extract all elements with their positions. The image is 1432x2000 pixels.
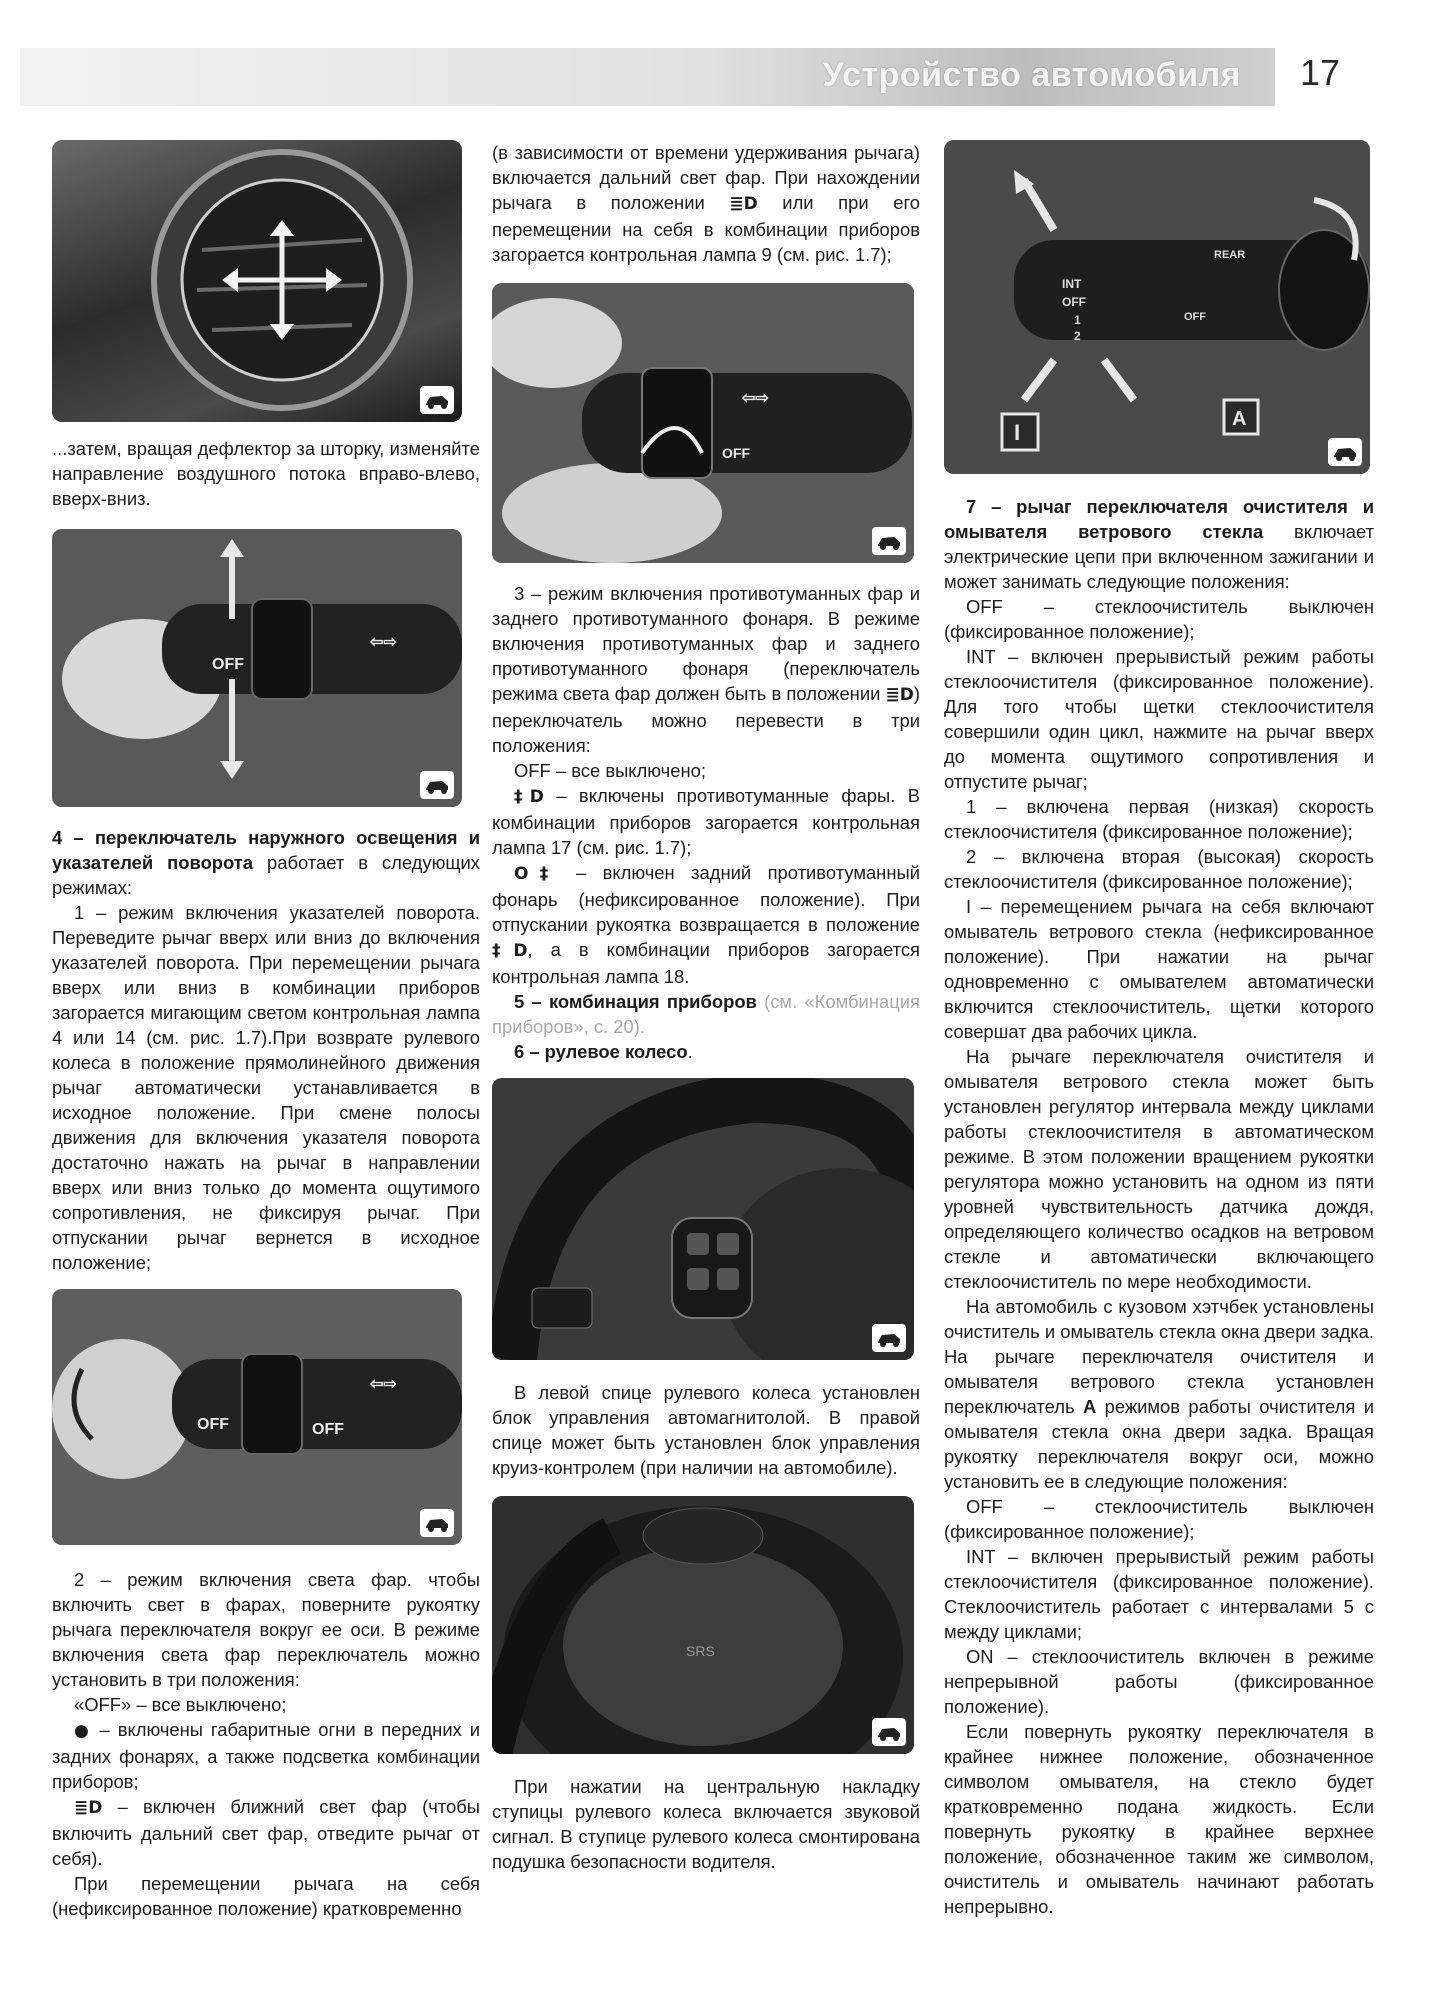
car-logo-icon — [872, 1718, 906, 1746]
paragraph-vent: ...затем, вращая дефлектор за шторку, изменяйте направление воздушного потока вправо-влево, вверх-вниз. — [52, 438, 480, 509]
heading-switch-4: 4 – переключатель наружного освещения и указателей поворота — [52, 827, 480, 873]
low-beam-icon: ≣D — [885, 685, 914, 705]
paragraph-instrument-cluster: 5 – комбинация приборов (см. «Комбинация приборов», с. 20). — [492, 991, 920, 1037]
low-beam-icon: ≣D — [74, 1798, 103, 1818]
wiper-int-label: INT — [1062, 277, 1082, 291]
paragraph-high-beam: (в зависимости от времени удерживания рычага) включается дальний свет фар. При нахождении рычага в положении ≣D или при его перемещении на себя в комбинации приборов загорается контрольная лампа 9 (см. рис. 1.7); — [492, 142, 921, 265]
front-fog-icon: ‡D — [492, 941, 528, 961]
paragraph-rear-fog: O‡ – включен задний противотуманный фонарь (нефиксированное положение). При отпускании рукоятка возвращается в положение ‡D, а в комбинации приборов загорается контрольная лампа 18. — [492, 862, 920, 987]
car-logo-icon — [420, 771, 454, 799]
label-i: I — [1014, 420, 1021, 445]
paragraph-rain-sensor: На рычаге переключателя очистителя и омывателя ветрового стекла может быть установлен регулятор интервала между циклами работы стеклоочистителя в автоматическом режиме. В этом положении вращением рукоятки регулятора можно установить на одном из пяти уровней чувствительность датчика дождя, определяющего количество осадков на ветровом стекле и автоматически включающего стеклоочиститель по мере необходимости. — [944, 1046, 1374, 1292]
paragraph-fog-mode: 3 – режим включения противотуманных фар и заднего противотуманного фонаря. В режиме включения противотуманных фар и заднего противотуманного фонаря (переключатель режима света фар должен быть в положении ≣D) переключатель можно перевести в три положения: — [492, 583, 920, 756]
section-title: Устройство автомобиля — [822, 56, 1241, 94]
paragraph-front-fog: ‡D – включены противотуманные фары. В комбинации приборов загорается контрольная лампа 17 (см. рис. 1.7); — [492, 785, 920, 858]
paragraph-switch-4: 4 – переключатель наружного освещения и указателей поворота работает в следующих режимах: — [52, 827, 480, 898]
photo-steering-wheel-controls — [492, 1078, 914, 1360]
page-header — [20, 48, 1275, 106]
rear-fog-icon: O‡ — [514, 864, 560, 884]
svg-text:⇦⇨: ⇦⇨ — [742, 390, 769, 407]
off-label: OFF — [212, 656, 244, 673]
paragraph-spokes: В левой спице рулевого колеса установлен блок управления автомагнитолой. В правой спице может быть установлен блок управления круиз-контролем (при наличии на автомобиле). — [492, 1382, 920, 1478]
heading-wiper-7: 7 – рычаг переключателя очистителя и омывателя ветрового стекла — [944, 496, 1374, 542]
srs-label: SRS — [686, 1643, 715, 1659]
column-right — [944, 140, 1374, 1919]
paragraph-rear-on: ON – стеклоочиститель включен в режиме непрерывной работы (фиксированное положение). — [944, 1646, 1374, 1717]
photo-wiper-switch — [944, 140, 1370, 474]
high-beam-icon: ≣D — [729, 194, 758, 214]
paragraph-wiper-2: 2 – включена вторая (высокая) скорость стеклоочистителя (фиксированное положение); — [944, 846, 1374, 892]
paragraph-off: «OFF» – все выключено; — [74, 1694, 287, 1715]
photo-light-switch-rotate — [52, 1289, 462, 1545]
off-label: OFF — [312, 1421, 344, 1438]
paragraph-washer-i: I – перемещением рычага на себя включают омыватель ветрового стекла (нефиксированное положение). При нажатии на рычаг одновременно с омывателем автоматически включится стеклоочиститель, щетки которого совершат два рабочих цикла. — [944, 896, 1374, 1042]
car-logo-icon — [1328, 438, 1362, 466]
paragraph-parking-lights: ● – включены габаритные огни в передних и задних фонарях, а также подсветка комбинации приборов; — [52, 1719, 480, 1792]
wiper-speed-1-label: 1 — [1074, 313, 1081, 327]
label-a: A — [1232, 408, 1247, 430]
paragraph-wiper-int: INT – включен прерывистый режим работы стеклоочистителя (фиксированное положение). Для того чтобы щетки стеклоочистителя совершили один цикл, нажмите на рычаг вверх до момента ощутимого сопротивления и отпустите рычаг; — [944, 646, 1374, 792]
paragraph-headlight-mode: 2 – режим включения света фар. чтобы включить свет в фарах, поверните рукоятку рычага переключателя вокруг ее оси. В режиме включения света фар переключатель можно установить в три положения: — [52, 1569, 480, 1690]
parking-light-dot-icon: ● — [74, 1721, 92, 1741]
paragraph-horn: При нажатии на центральную накладку ступицы рулевого колеса включается звуковой сигнал. В ступице рулевого колеса смонтирована подушка безопасности водителя. — [492, 1776, 920, 1872]
car-logo-icon — [872, 527, 906, 555]
paragraph-steering-wheel: 6 – рулевое колесо. — [514, 1041, 693, 1062]
car-logo-icon — [420, 386, 454, 414]
paragraph-rear-washer: Если повернуть рукоятку переключателя в крайнее нижнее положение, обозначенное символом омывателя, на стекло будет кратковременно подана жидкость. Если повернуть рукоятку в крайнее верхнее положение, обозначенное таким же символом, очиститель и омыватель начинают работать непрерывно. — [944, 1721, 1374, 1917]
paragraph-low-beam: ≣D – включен ближний свет фар (чтобы включить дальний свет фар, отведите рычаг от себя). — [52, 1796, 480, 1869]
paragraph-turn-mode: 1 – режим включения указателей поворота. Переведите рычаг вверх или вниз до включения указателей поворота. При перемещении рычага вверх или вниз в комбинации приборов загорается мигающим светом контрольная лампа 4 или 14 (см. рис. 1.7).При возврате рулевого колеса в положение прямолинейного движения рычаг автоматически устанавливается в исходное положение. При смене полосы движения для включения указателя поворота достаточно нажать на рычаг в направлении вверх или вниз только до момента ощутимого сопротивления, не фиксируя рычаг. При отпускании рычаг вернется в исходное положение; — [52, 902, 480, 1273]
photo-air-vent — [52, 140, 462, 422]
paragraph-hatchback: На автомобиль с кузовом хэтчбек установлены очиститель и омыватель стекла окна двери задка. На рычаге переключателя очистителя и омывателя ветрового стекла установлен переключатель А режимов работы очистителя и омывателя стекла окна двери задка. Вращая рукоятку переключателя вокруг оси, можно установить ее в следующие положения: — [944, 1296, 1374, 1492]
paragraph-fog-off: OFF – все выключено; — [514, 760, 706, 781]
off-label: OFF — [197, 1416, 229, 1433]
cross-reference-link: (см. «Комбинация приборов», с. 20). — [492, 991, 920, 1037]
paragraph-wiper-1: 1 – включена первая (низкая) скорость стеклоочистителя (фиксированное положение); — [944, 796, 1374, 842]
column-left — [52, 140, 480, 1921]
wiper-off-label: OFF — [1062, 295, 1086, 309]
rear-off-label: OFF — [1184, 311, 1206, 323]
car-logo-icon — [420, 1509, 454, 1537]
column-middle — [492, 140, 920, 1874]
car-logo-icon — [872, 1324, 906, 1352]
photo-steering-hub — [492, 1496, 914, 1754]
paragraph-wiper-7: 7 – рычаг переключателя очистителя и омывателя ветрового стекла включает электрические цепи при включенном зажигании и может занимать следующие положения: — [944, 496, 1374, 592]
paragraph-wiper-off: OFF – стеклоочиститель выключен (фиксированное положение); — [944, 596, 1374, 642]
paragraph-rear-off: OFF – стеклоочиститель выключен (фиксированное положение); — [944, 1496, 1374, 1542]
paragraph-flash: При перемещении рычага на себя (нефиксированное положение) кратковременно — [52, 1873, 480, 1919]
svg-text:⇦⇨: ⇦⇨ — [370, 1376, 397, 1393]
svg-text:⇦⇨: ⇦⇨ — [370, 634, 397, 651]
off-label: OFF — [722, 445, 750, 461]
photo-fog-switch — [492, 283, 914, 563]
paragraph-rear-int: INT – включен прерывистый режим работы стеклоочистителя (фиксированное положение). Стеклоочиститель работает с интервалами 5 с между циклами; — [944, 1546, 1374, 1642]
front-fog-icon: ‡D — [514, 787, 544, 807]
wiper-speed-2-label: 2 — [1074, 329, 1081, 343]
photo-light-switch-turn — [52, 529, 462, 807]
page-number: 17 — [1300, 52, 1341, 93]
rear-label: REAR — [1214, 249, 1246, 261]
